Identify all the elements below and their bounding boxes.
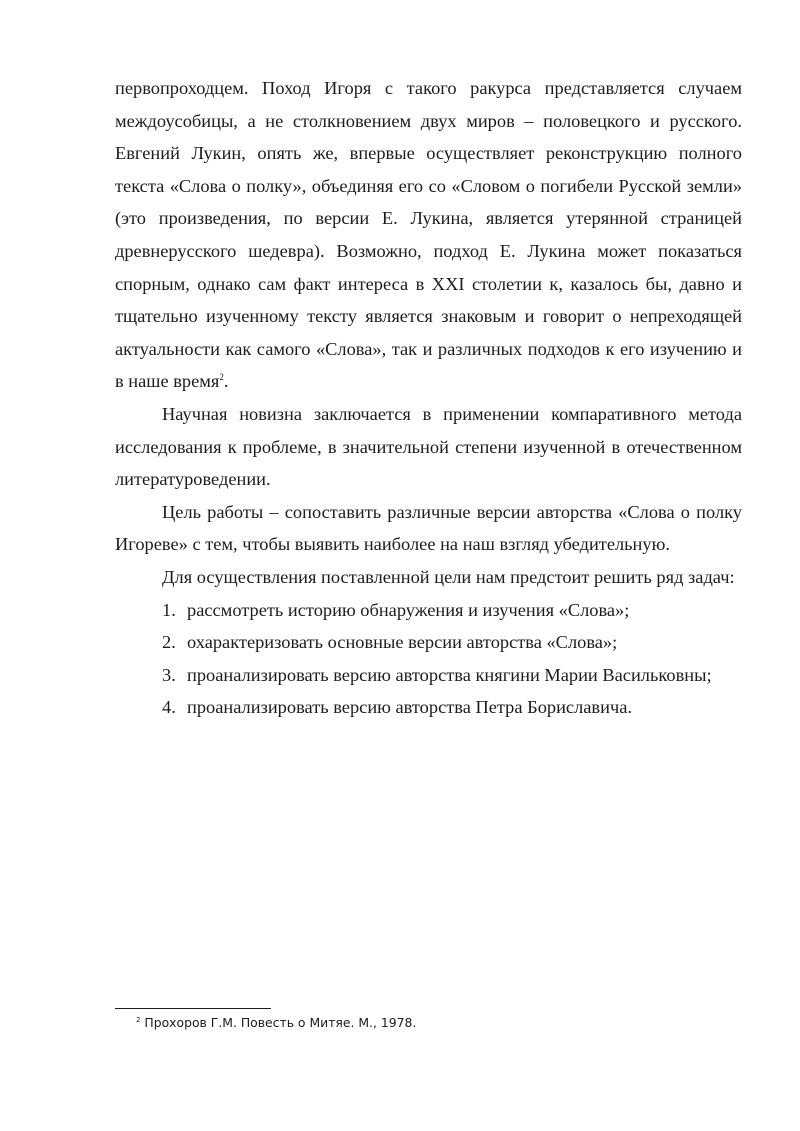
list-item-text: проанализировать версию авторства княгини Марии Васильковны;	[187, 664, 712, 685]
list-item-number: 3.	[162, 664, 176, 685]
footnote-reference: 2	[219, 372, 224, 383]
list-item-number: 1.	[162, 599, 176, 620]
task-list	[115, 594, 742, 724]
list-item-text: рассмотреть историю обнаружения и изучения «Слова»;	[187, 599, 630, 620]
list-item	[162, 594, 742, 627]
body-text	[115, 72, 742, 724]
list-item-number: 2.	[162, 632, 176, 653]
paragraph-tasks-intro: Для осуществления поставленной цели нам предстоит решить ряд задач:	[162, 566, 735, 587]
footnote-separator	[115, 1008, 271, 1009]
list-item-text: охарактеризовать основные версии авторства «Слова»;	[187, 632, 618, 653]
footnote-text: Прохоров Г.М. Повесть о Митяе. М., 1978.	[140, 1015, 417, 1030]
footnote	[136, 1014, 416, 1032]
paragraph-novelty: Научная новизна заключается в применении компаративного метода исследования к проблеме, в значительной степени изученной в отечественном литературоведении.	[115, 403, 742, 490]
list-item-number: 4.	[162, 697, 176, 718]
footnote-mark: 2	[136, 1016, 141, 1024]
paragraph-goal: Цель работы – сопоставить различные версии авторства «Слова о полку Игореве» с тем, чтобы выявить наиболее на наш взгляд убедительную.	[115, 501, 742, 555]
paragraph-intro-continuation	[115, 72, 742, 398]
list-item-text: проанализировать версию авторства Петра Бориславича.	[187, 697, 632, 718]
list-item	[162, 626, 742, 659]
paragraph-end-punctuation: .	[223, 371, 229, 392]
paragraph-text: первопроходцем. Поход Игоря с такого ракурса представляется случаем междоусобицы, а не столкновением двух миров – половецкого и русского. Евгений Лукин, опять же, впервые осуществляет реконструкцию полного текста «Слова о полку», объединяя его со «Словом о погибели Русской земли» (это произведения, по версии Е. Лукина, является утерянной страницей древнерусского шедевра). Возможно, подход Е. Лукина может показаться спорным, однако сам факт интереса в XXI столетии к, казалось бы, давно и тщательно изученному тексту является знаковым и говорит о непреходящей актуальности как самого «Слова», так и различных подходов к его изучению и в наше время	[115, 78, 742, 392]
list-item	[162, 659, 742, 692]
list-item	[162, 691, 742, 724]
